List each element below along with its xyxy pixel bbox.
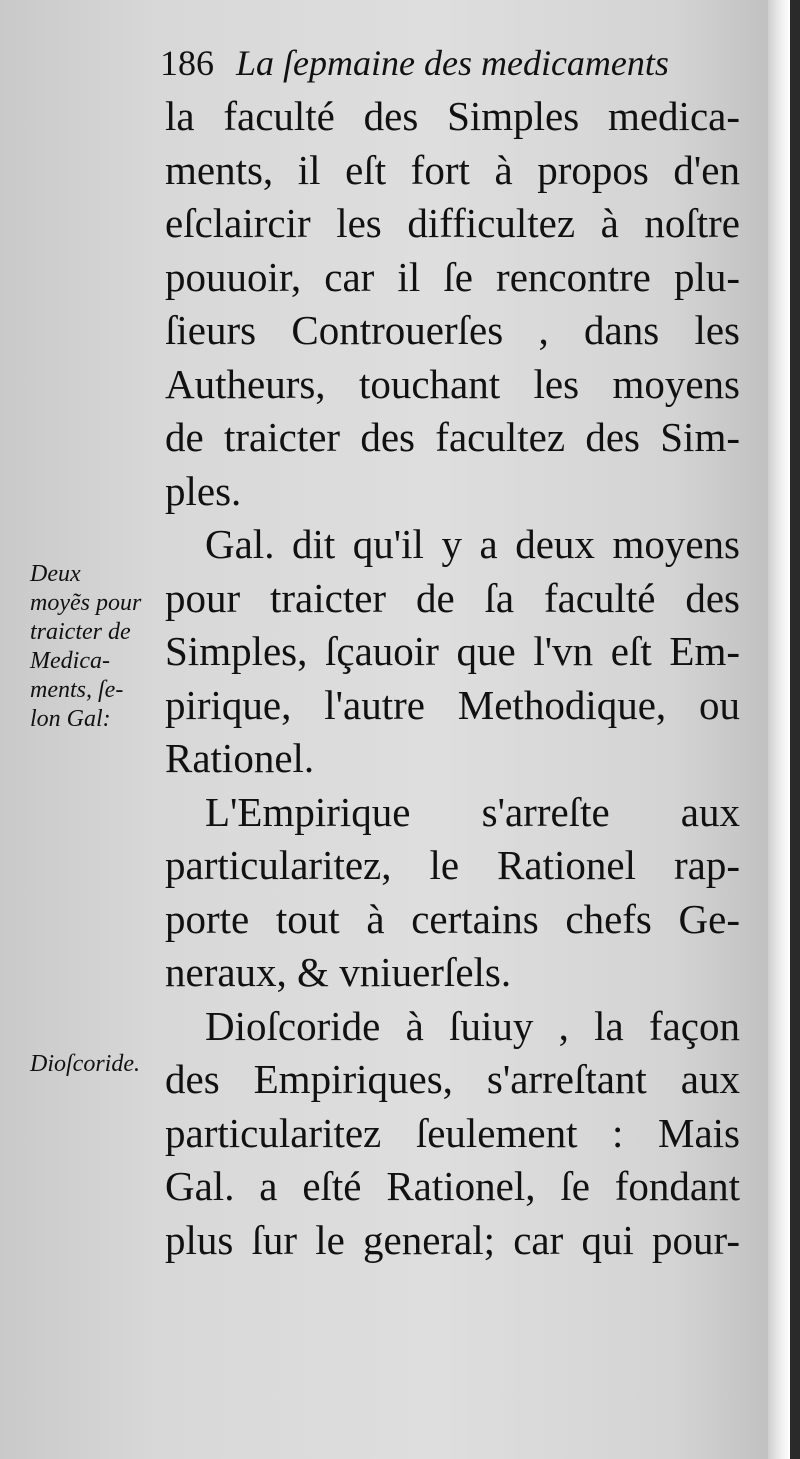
margin-note (30, 560, 170, 734)
page-number: 186 (160, 43, 214, 83)
text-line: de traicter des facultez des Sim- (165, 414, 740, 460)
text-line: eſclaircir les difficultez à noſtre (165, 200, 740, 246)
running-header (160, 42, 720, 92)
page-edge (768, 0, 790, 1459)
text-line: ments, il eſt fort à propos d'en (165, 146, 740, 193)
text-line: Gal. a eſté Rationel, ſe fondant (165, 1163, 740, 1209)
text-line: ſieurs Controuerſes , dans les (165, 307, 740, 353)
text-line: porte tout à certains chefs Ge- (165, 895, 740, 942)
text-line: particularitez, le Rationel rap- (165, 842, 740, 888)
margin-note-line: lon Gal: (30, 706, 111, 732)
text-line: des Empiriques, s'arreſtant aux (165, 1056, 740, 1102)
margin-note-line: moyẽs pour (30, 590, 142, 616)
margin-note-line: ments, ſe- (30, 677, 124, 703)
text-line: Simples, ſçauoir que l'vn eſt Em- (165, 628, 740, 674)
text-line: neraux, & vniuerſels. (165, 949, 512, 995)
text-line: Autheurs, touchant les moyens (165, 360, 740, 407)
text-line: Dioſcoride à ſuiuy , la façon (205, 1002, 740, 1049)
text-line: ples. (165, 467, 242, 514)
text-line: Rationel. (165, 735, 315, 781)
margin-note (30, 1050, 170, 1079)
text-line: Gal. dit qu'il y a deux moyens (205, 521, 740, 567)
margin-note-line: traicter de (30, 619, 131, 645)
running-title: La ſepmaine des medicaments (236, 43, 669, 83)
text-line: pour traicter de ſa faculté des (165, 574, 740, 621)
text-line: particularitez ſeulement : Mais (165, 1109, 740, 1156)
text-line: la faculté des Simples medica- (165, 93, 740, 139)
text-line: L'Empirique s'arreſte aux (205, 788, 740, 835)
text-line: pouuoir, car il ſe rencontre plu- (165, 253, 740, 300)
margin-note-line: Medica- (30, 648, 110, 674)
main-text (165, 90, 740, 1267)
margin-note-line: Dioſcoride. (30, 1051, 140, 1077)
text-line: pirique, l'autre Methodique, ou (165, 681, 740, 728)
text-line: plus ſur le general; car qui pour- (165, 1216, 740, 1263)
margin-note-line: Deux (30, 561, 81, 587)
